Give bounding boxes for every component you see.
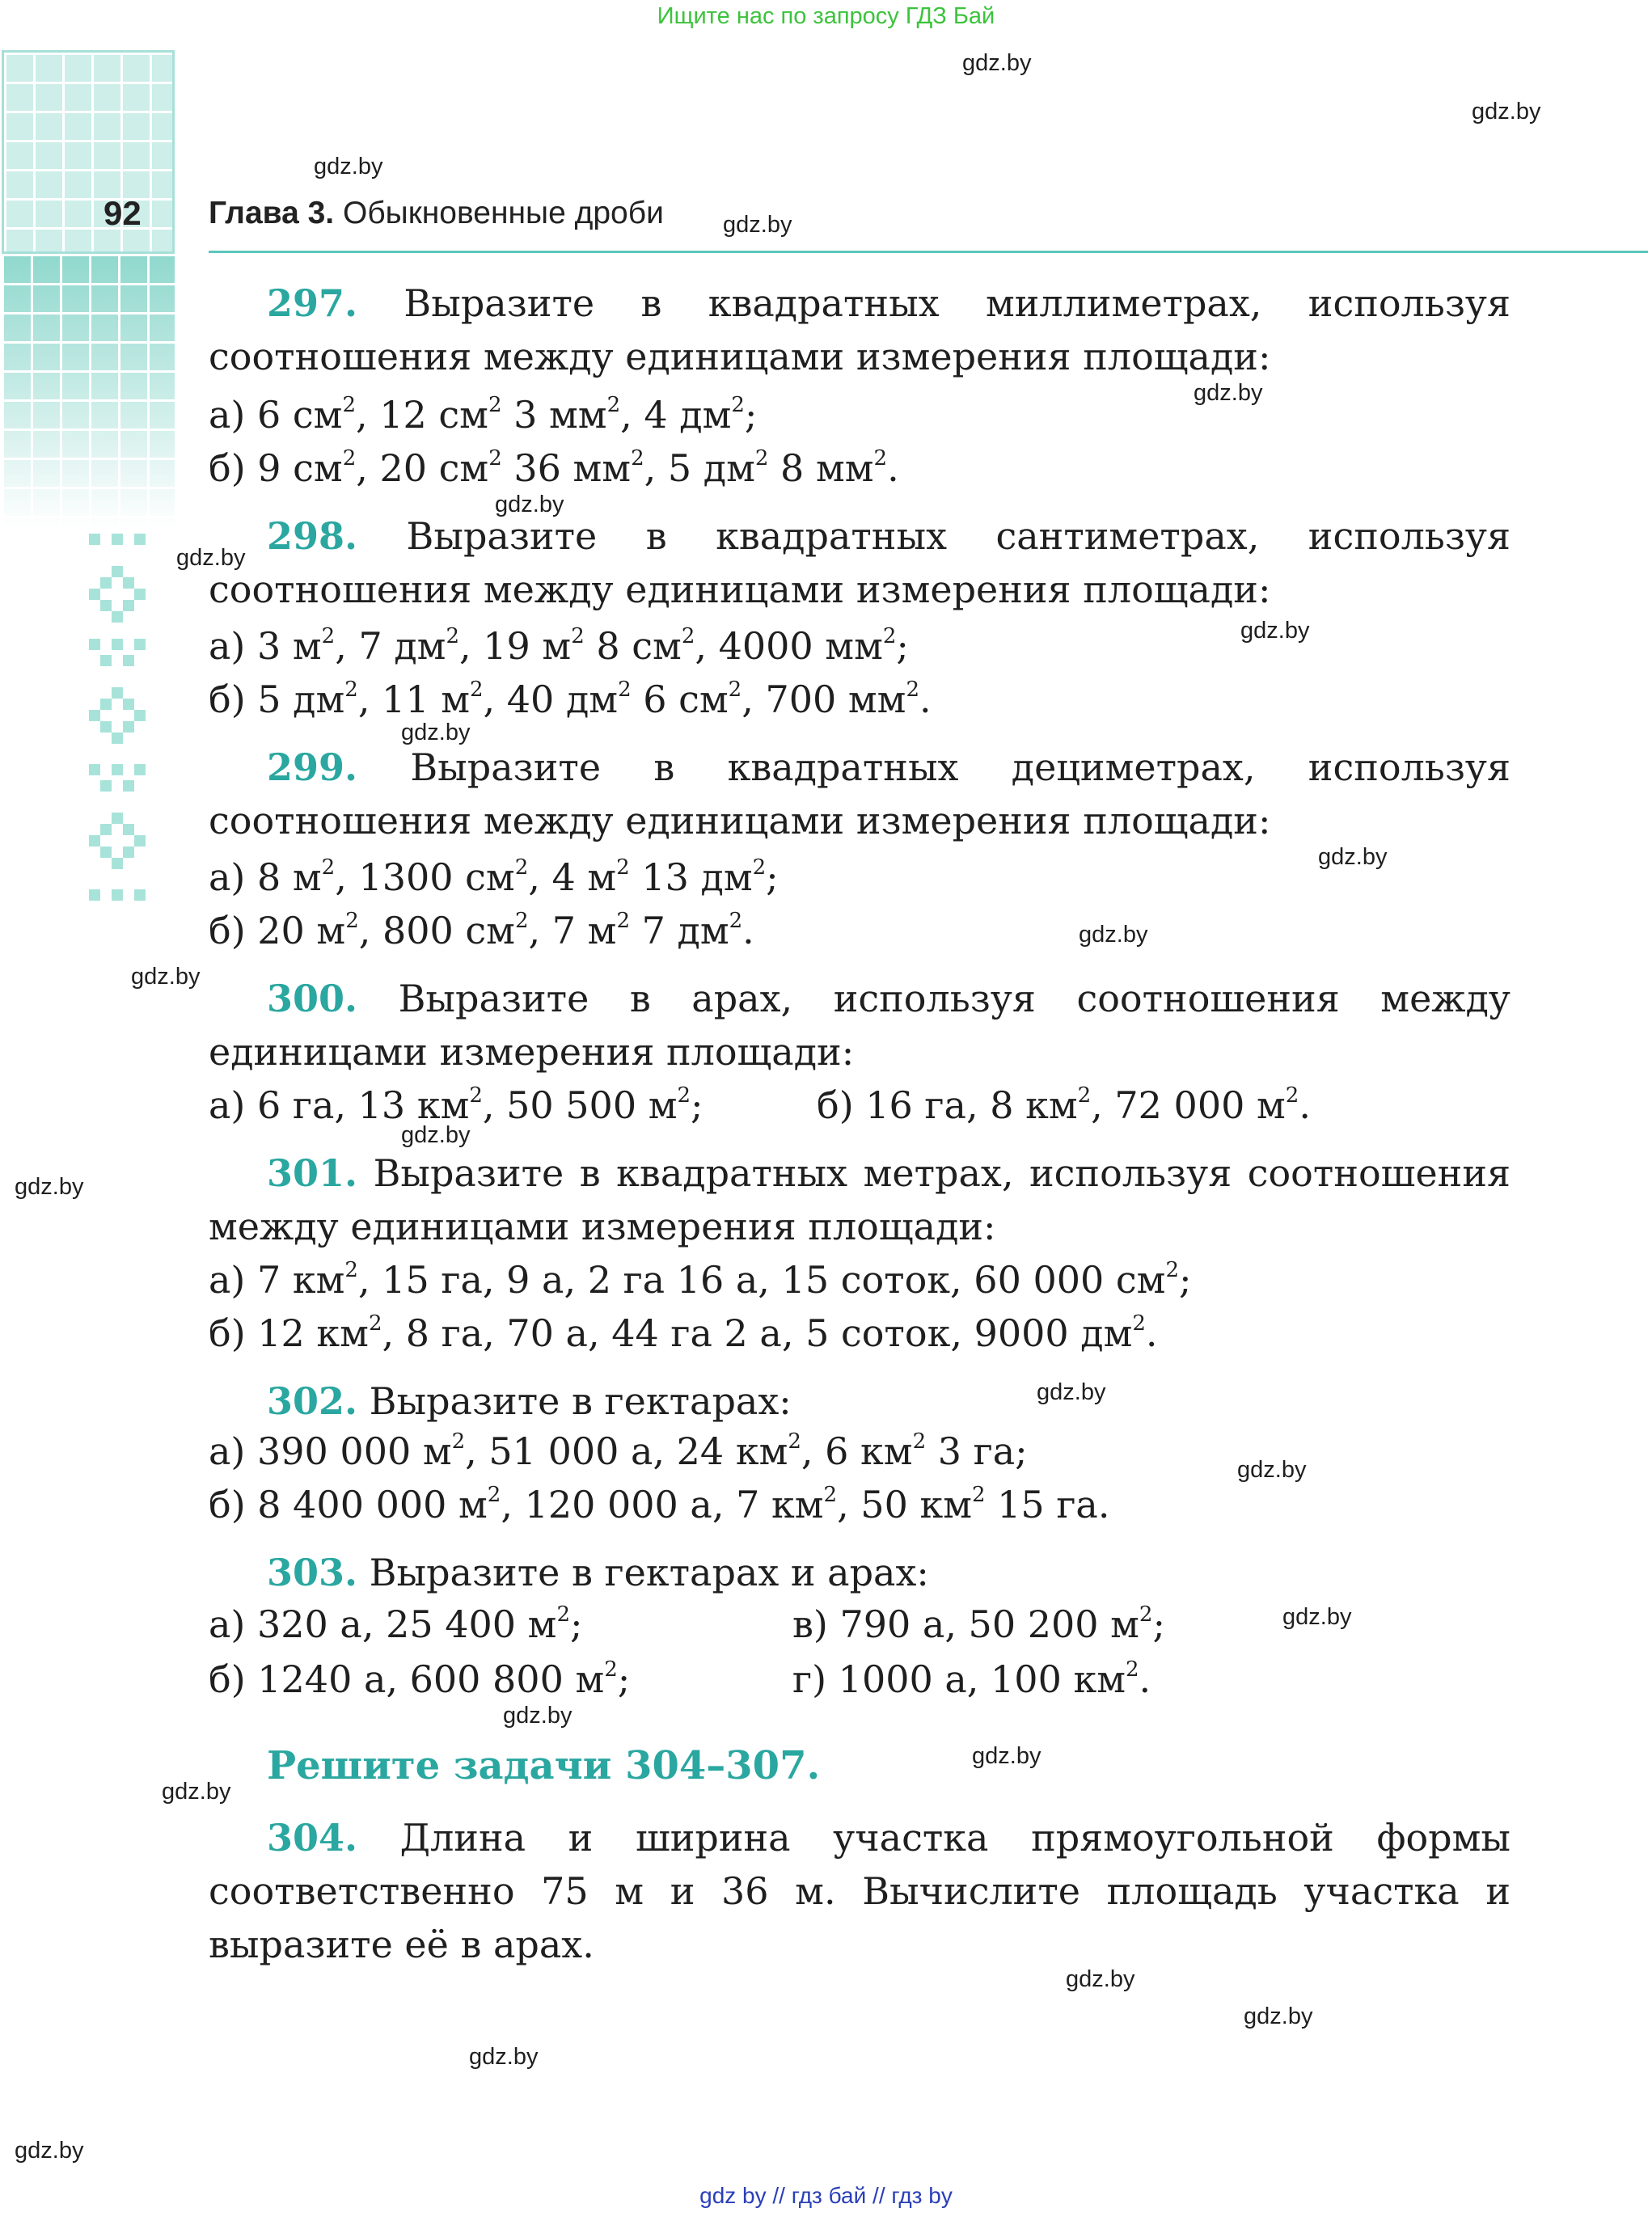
header-divider	[209, 251, 1648, 253]
problem-303-b: б) 1240 а, 600 800 $м^2$;	[209, 1657, 631, 1701]
problem-number: 304.	[267, 1816, 358, 1860]
problem-301	[209, 1146, 1510, 1253]
problem-number: 303.	[267, 1551, 358, 1594]
problem-text: Выразите в квадратных сантиметрах, используя соотношения между единицами измерения площади:	[209, 514, 1511, 611]
watermark: gdz.by	[1240, 618, 1310, 644]
problem-297-b: б) 9 $см^2$, 20 $см^2$ 36 $мм^2$, 5 $дм^2$ 8 $мм^2$.	[209, 446, 899, 490]
problem-text: Длина и ширина участка прямоугольной формы соответственно 75 м и 36 м. Вычислите площадь участка и выразите её в арах.	[209, 1816, 1510, 1966]
watermark: gdz.by	[469, 2044, 539, 2070]
watermark: gdz.by	[972, 1743, 1041, 1769]
problem-number: 300.	[267, 977, 358, 1020]
problem-302	[209, 1374, 1510, 1428]
problem-text: Выразите в квадратных миллиметрах, используя соотношения между единицами измерения площади:	[209, 281, 1510, 378]
problem-303-a: а) 320 а, 25 400 $м^2$;	[209, 1602, 583, 1646]
problem-number: 302.	[267, 1379, 358, 1423]
side-decoration-grid	[2, 50, 175, 254]
problem-303-g: г) 1000 а, 100 $км^2$.	[792, 1657, 1151, 1701]
watermark: gdz.by	[401, 1122, 471, 1148]
watermark: gdz.by	[1244, 2003, 1313, 2029]
problem-302-a: а) 390 000 $м^2$, 51 000 а, 24 $км^2$, 6 $км^2$ 3 га;	[209, 1429, 1028, 1473]
problem-298	[209, 509, 1510, 616]
problem-text: Выразите в квадратных дециметрах, используя соотношения между единицами измерения площади:	[209, 745, 1511, 842]
problem-298-b: б) 5 $дм^2$, 11 $м^2$, 40 $дм^2$ 6 $см^2$, 700 $мм^2$.	[209, 678, 932, 721]
problem-text: Выразите в гектарах:	[369, 1379, 792, 1423]
watermark: gdz.by	[723, 212, 792, 238]
watermark: gdz.by	[1237, 1457, 1307, 1483]
ornament-decoration	[89, 534, 147, 906]
watermark: gdz.by	[503, 1703, 572, 1729]
problem-298-a: а) 3 $м^2$, 7 $дм^2$, 19 $м^2$ 8 $см^2$, 4000 $мм^2$;	[209, 624, 909, 668]
problem-text: Выразите в квадратных метрах, используя соотношения между единицами измерения площади:	[209, 1151, 1510, 1248]
watermark: gdz.by	[1472, 99, 1541, 125]
problem-300-b: б) 16 га, 8 $км^2$, 72 000 $м^2$.	[817, 1083, 1311, 1127]
watermark: gdz.by	[401, 720, 471, 745]
watermark: gdz.by	[176, 545, 246, 571]
chapter-label: Глава 3.	[209, 196, 335, 230]
chapter-name: Обыкновенные дроби	[343, 196, 664, 230]
problem-302-b: б) 8 400 000 $м^2$, 120 000 а, 7 $км^2$, 50 $км^2$ 15 га.	[209, 1483, 1110, 1526]
chapter-title	[209, 196, 664, 231]
problem-300-a: а) 6 га, 13 $км^2$, 50 500 $м^2$;	[209, 1083, 703, 1127]
section-heading: Решите задачи 304–307.	[267, 1743, 821, 1788]
problem-number: 297.	[267, 281, 358, 325]
watermark: gdz.by	[1282, 1604, 1352, 1630]
problem-300	[209, 972, 1510, 1079]
problem-303-v: в) 790 а, 50 200 $м^2$;	[792, 1602, 1165, 1646]
problem-297-a: а) 6 $см^2$, 12 $см^2$ 3 $мм^2$, 4 $дм^2$;	[209, 393, 758, 437]
problem-text: Выразите в гектарах и арах:	[369, 1551, 929, 1594]
problem-304	[209, 1811, 1510, 1971]
watermark: gdz.by	[962, 50, 1032, 76]
problem-text: Выразите в арах, используя соотношения между единицами измерения площади:	[209, 977, 1510, 1074]
watermark: gdz.by	[1318, 844, 1388, 870]
footer-links[interactable]: gdz by // гдз бай // гдз by	[699, 2183, 953, 2208]
watermark: gdz.by	[15, 2138, 84, 2164]
watermark: gdz.by	[495, 492, 564, 517]
watermark: gdz.by	[15, 1174, 84, 1200]
problem-number: 301.	[267, 1151, 358, 1195]
watermark: gdz.by	[1079, 922, 1148, 948]
watermark: gdz.by	[314, 154, 383, 179]
watermark: gdz.by	[1037, 1379, 1106, 1405]
watermark: gdz.by	[131, 964, 201, 990]
problem-299	[209, 741, 1510, 847]
problem-number: 298.	[267, 514, 358, 558]
problem-297	[209, 277, 1510, 383]
problem-299-a: а) 8 $м^2$, 1300 $см^2$, 4 $м^2$ 13 $дм^2$;	[209, 855, 779, 899]
page-number: 92	[104, 194, 142, 232]
problem-299-b: б) 20 $м^2$, 800 $см^2$, 7 $м^2$ 7 $дм^2$.	[209, 909, 754, 952]
problem-number: 299.	[267, 745, 358, 789]
top-banner[interactable]: Ищите нас по запросу ГДЗ Бай	[657, 3, 995, 29]
watermark: gdz.by	[1194, 380, 1263, 406]
problem-301-a: а) 7 $км^2$, 15 га, 9 а, 2 га 16 а, 15 соток, 60 000 $см^2$;	[209, 1258, 1192, 1302]
watermark: gdz.by	[1066, 1966, 1135, 1992]
watermark: gdz.by	[162, 1779, 231, 1805]
problem-301-b: б) 12 $км^2$, 8 га, 70 а, 44 га 2 а, 5 соток, 9000 $дм^2$.	[209, 1311, 1158, 1355]
side-decoration-grid-dark	[2, 254, 175, 529]
problem-303	[209, 1546, 1510, 1599]
